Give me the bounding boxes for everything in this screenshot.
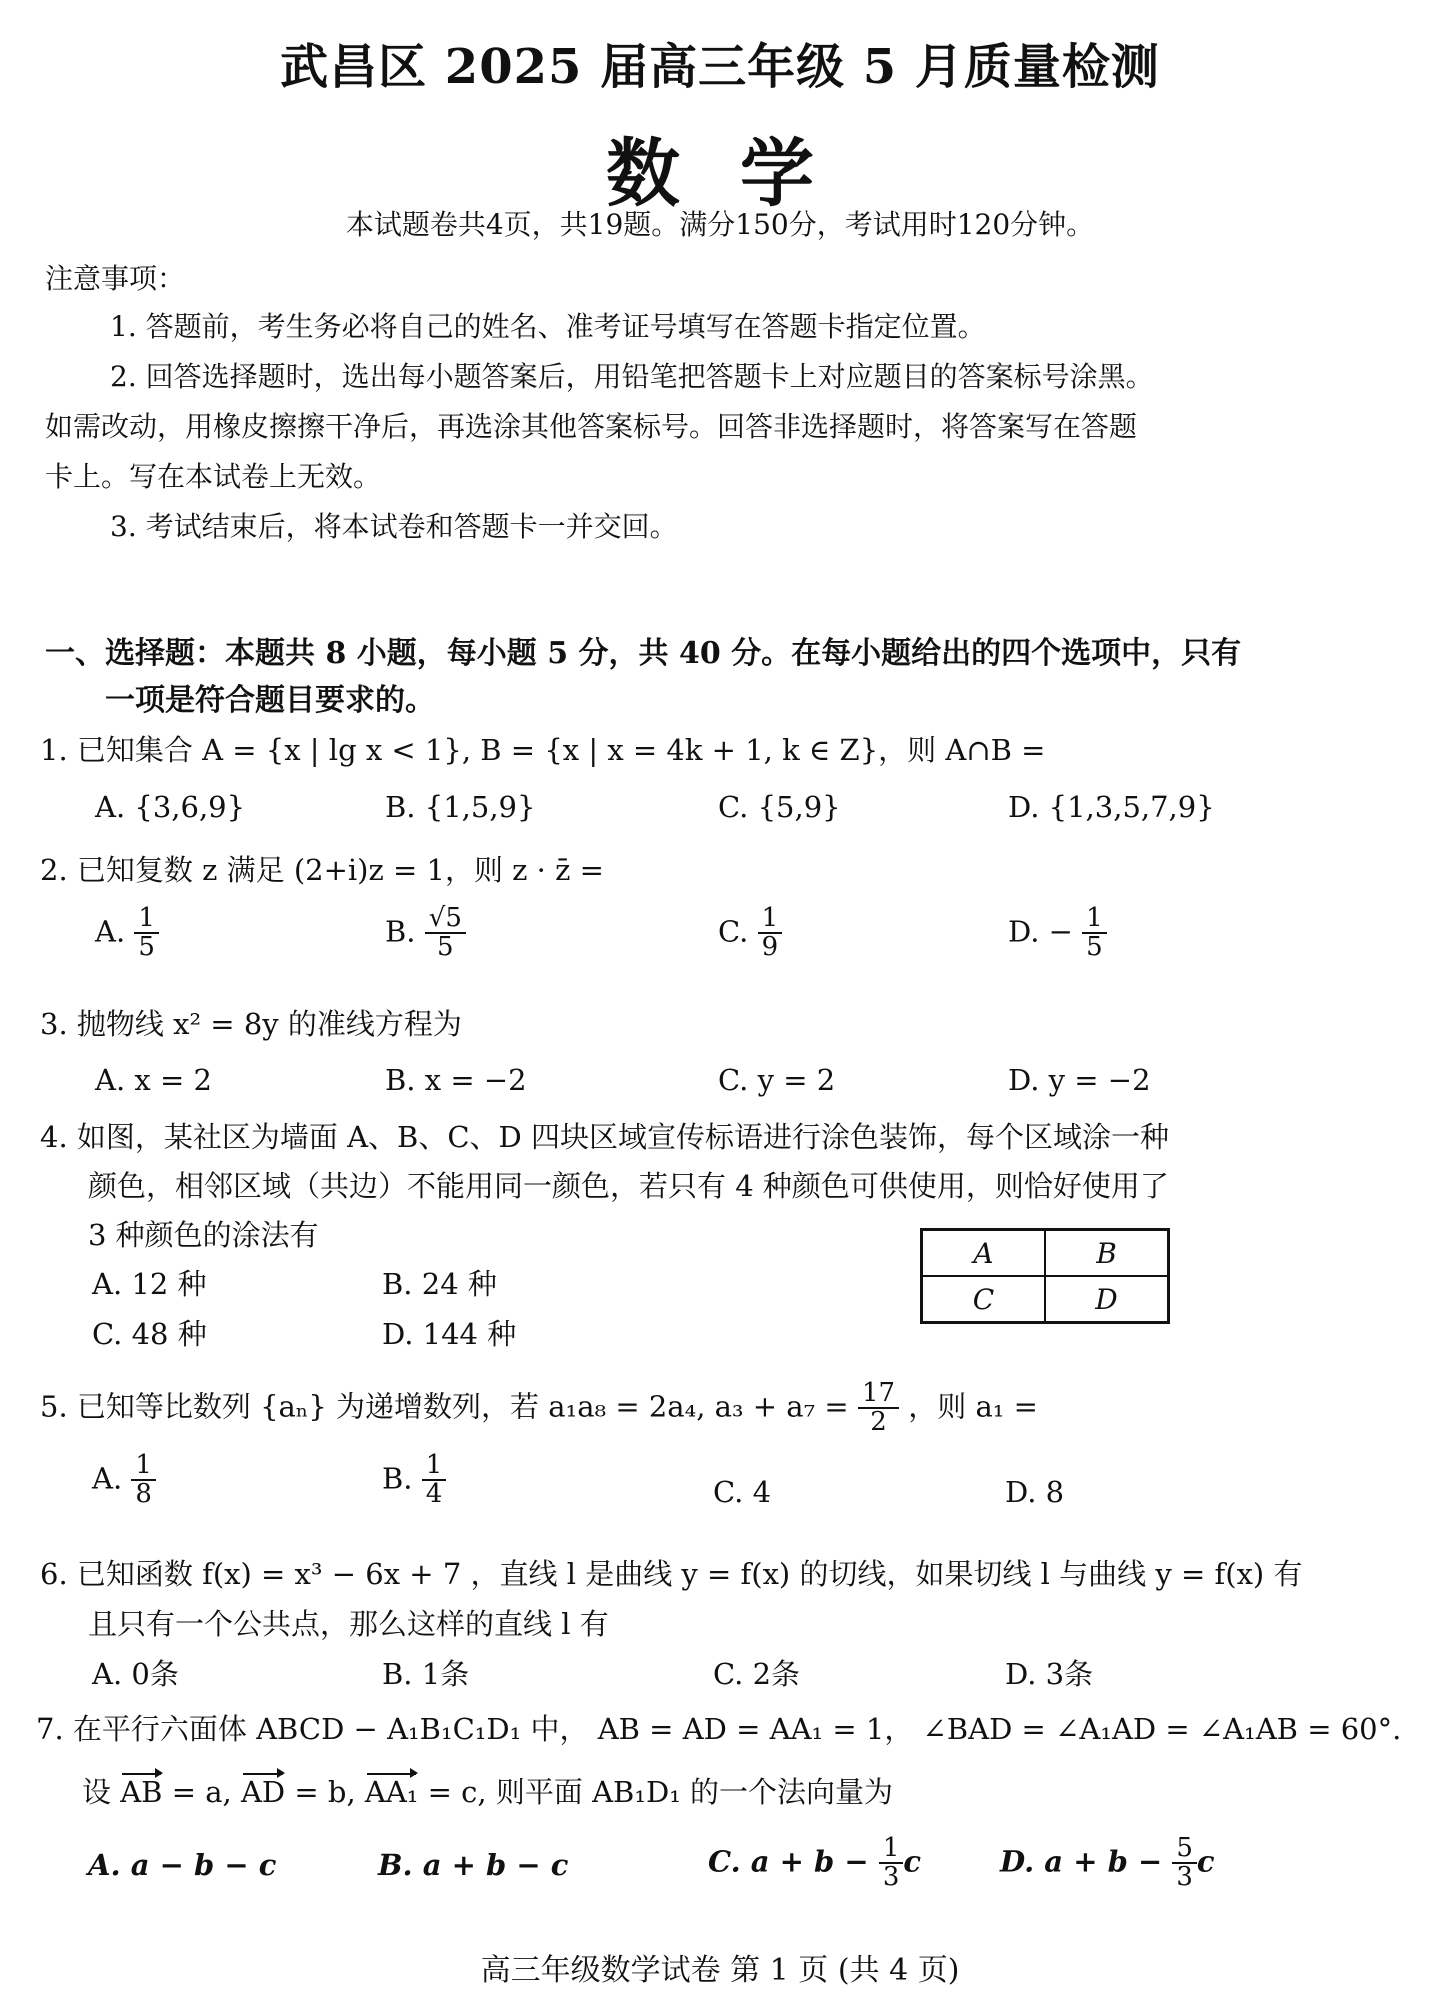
question-3-option-a: A. x = 2 (95, 1063, 212, 1097)
question-7-line-2: 设 AB = a, AD = b, AA₁ = c, 则平面 AB₁D₁ 的一个法向量为 (82, 1775, 894, 1809)
question-5-option-d: D. 8 (1005, 1475, 1065, 1509)
question-4-option-a: A. 12 种 (92, 1267, 207, 1301)
region-c: C (922, 1276, 1045, 1322)
section-heading-cont: 一项是符合题目要求的。 (105, 683, 435, 718)
fraction: $\frac{1}{8}$ (131, 1452, 156, 1509)
note-3: 3. 考试结束后，将本试卷和答题卡一并交回。 (110, 510, 678, 543)
region-b: B (1045, 1230, 1168, 1276)
fraction: $\frac{17}{2}$ (858, 1380, 899, 1437)
vector-ab: AB (120, 1775, 163, 1809)
fraction: $\frac{1}{4}$ (422, 1452, 447, 1509)
question-4-line-2: 颜色，相邻区域（共边）不能用同一颜色，若只有 4 种颜色可供使用，则恰好使用了 (88, 1169, 1169, 1203)
question-1-stem: 1. 已知集合 A = {x | lg x < 1}, B = {x | x = 4k + 1, k ∈ Z}，则 A∩B = (40, 733, 1046, 767)
region-diagram (920, 1228, 1170, 1324)
fraction: $\frac{1}{3}$ (879, 1835, 904, 1892)
question-3-option-b: B. x = −2 (385, 1063, 527, 1097)
question-4-option-d: D. 144 种 (382, 1317, 517, 1351)
question-3-option-c: C. y = 2 (718, 1063, 836, 1097)
question-6-line-2: 且只有一个公共点，那么这样的直线 l 有 (88, 1607, 609, 1641)
question-1-option-a: A. {3,6,9} (95, 790, 246, 824)
region-a: A (922, 1230, 1045, 1276)
question-4-line-1: 4. 如图，某社区为墙面 A、B、C、D 四块区域宣传标语进行涂色装饰，每个区域涂一种 (40, 1120, 1170, 1154)
question-3-stem: 3. 抛物线 x² = 8y 的准线方程为 (40, 1007, 462, 1041)
question-6-line-1: 6. 已知函数 f(x) = x³ − 6x + 7 ，直线 l 是曲线 y = f(x) 的切线，如果切线 l 与曲线 y = f(x) 有 (40, 1557, 1303, 1591)
subject-title: 数学 (606, 131, 874, 217)
question-1-option-d: D. {1,3,5,7,9} (1008, 790, 1215, 824)
vector-aa1: AA₁ (364, 1775, 419, 1809)
note-1: 1. 答题前，考生务必将自己的姓名、准考证号填写在答题卡指定位置。 (110, 310, 986, 343)
note-2-line-1: 2. 回答选择题时，选出每小题答案后，用铅笔把答题卡上对应题目的答案标号涂黑。 (110, 360, 1154, 393)
question-6-option-d: D. 3条 (1005, 1657, 1094, 1691)
question-7-line-1: 7. 在平行六面体 ABCD − A₁B₁C₁D₁ 中， AB = AD = AA₁ = 1， ∠BAD = ∠A₁AD = ∠A₁AB = 60°. (36, 1712, 1402, 1746)
question-4-line-3: 3 种颜色的涂法有 (88, 1218, 319, 1252)
question-7-option-b: B. a + b − c (378, 1848, 569, 1882)
exam-info: 本试题卷共4页，共19题。满分150分，考试用时120分钟。 (345, 208, 1095, 241)
fraction: $\frac{1}{5}$ (134, 905, 159, 962)
question-6-option-a: A. 0条 (92, 1657, 179, 1691)
fraction: $\frac{1}{5}$ (1082, 905, 1107, 962)
page-footer: 高三年级数学试卷 第 1 页 (共 4 页) (480, 1953, 960, 1988)
notes-heading: 注意事项： (45, 262, 186, 295)
fraction: $\frac{√5}{5}$ (425, 905, 466, 962)
fraction: $\frac{1}{9}$ (758, 905, 783, 962)
question-4-option-b: B. 24 种 (382, 1267, 497, 1301)
question-1-option-b: B. {1,5,9} (385, 790, 536, 824)
question-7-option-a: A. a − b − c (88, 1848, 277, 1882)
region-d: D (1045, 1276, 1168, 1322)
question-2-stem: 2. 已知复数 z 满足 (2+i)z = 1，则 z · z̄ = (40, 853, 604, 887)
question-1-option-c: C. {5,9} (718, 790, 841, 824)
note-2-line-2: 如需改动，用橡皮擦擦干净后，再选涂其他答案标号。回答非选择题时，将答案写在答题 (45, 410, 1138, 443)
question-2-option-b: B. $\frac{√5}{5}$ (385, 905, 466, 962)
question-4-option-c: C. 48 种 (92, 1317, 207, 1351)
question-5-option-a: A. $\frac{1}{8}$ (92, 1452, 156, 1509)
fraction: $\frac{5}{3}$ (1172, 1835, 1197, 1892)
question-2-option-d: D. − $\frac{1}{5}$ (1008, 905, 1107, 962)
question-7-option-c: C. a + b − $\frac{1}{3}$ c (708, 1833, 922, 1893)
question-2-option-a: A. $\frac{1}{5}$ (95, 905, 159, 962)
question-2-option-c: C. $\frac{1}{9}$ (718, 905, 782, 962)
question-7-option-d: D. a + b − $\frac{5}{3}$ c (1000, 1833, 1215, 1893)
question-6-option-b: B. 1条 (382, 1657, 470, 1691)
question-6-option-c: C. 2条 (713, 1657, 801, 1691)
question-5-stem: 5. 已知等比数列 {aₙ} 为递增数列，若 a₁a₈ = 2a₄, a₃ + a₇ = $\frac{17}{2}$ ，则 a₁ = (40, 1378, 1038, 1438)
question-3-option-d: D. y = −2 (1008, 1063, 1151, 1097)
exam-title: 武昌区 2025 届高三年级 5 月质量检测 (280, 39, 1160, 95)
question-5-option-c: C. 4 (713, 1475, 772, 1509)
vector-ad: AD (240, 1775, 286, 1809)
note-2-line-3: 卡上。写在本试卷上无效。 (45, 460, 382, 493)
question-5-option-b: B. $\frac{1}{4}$ (382, 1452, 446, 1509)
section-heading: 一、选择题：本题共 8 小题，每小题 5 分，共 40 分。在每小题给出的四个选项中，只有 (45, 636, 1242, 671)
